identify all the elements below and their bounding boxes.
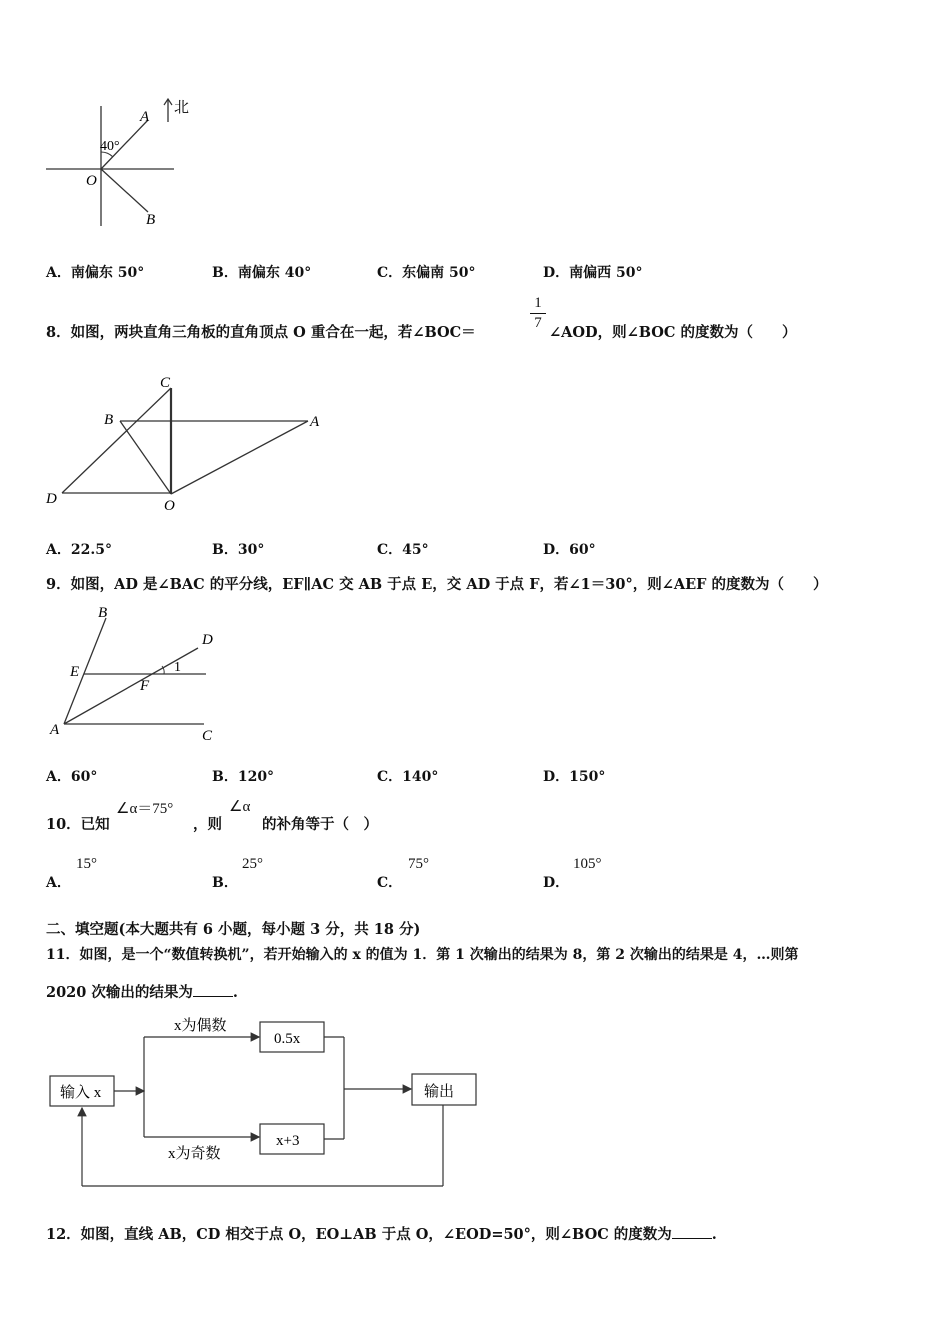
q8-fraction-numerator: 1 [534, 295, 542, 311]
q11-line1: 11．如图，是一个“数值转换机”，若开始输入的 x 的值为 1．第 1 次输出的结果为 8，第 2 次输出的结果是 4，…则第 [46, 947, 799, 963]
q8-label-a: A [310, 414, 320, 430]
q10-option-c-letter[interactable]: C． [377, 875, 403, 891]
q8-figure [40, 370, 330, 515]
q10-option-a-value: 15° [76, 856, 97, 872]
q8-option-c[interactable]: C．45° [377, 542, 429, 558]
q8-stem-part1: 8．如图，两块直角三角板的直角顶点 O 重合在一起，若∠BOC＝ [46, 324, 476, 341]
q7-figure [40, 92, 210, 232]
q9-label-e: E [70, 664, 80, 680]
q10-option-d-letter[interactable]: D． [543, 875, 570, 891]
q7-option-d[interactable]: D．南偏西 50° [543, 265, 643, 281]
q11-line2-end: . [232, 984, 238, 1001]
q7-option-b[interactable]: B．南偏东 40° [212, 265, 312, 281]
q10-option-b-value: 25° [242, 856, 263, 872]
q9-label-c: C [202, 728, 213, 744]
q10-angle: ∠α [229, 799, 251, 815]
q9-label-d: D [202, 632, 213, 648]
q9-option-d[interactable]: D．150° [543, 769, 606, 785]
q11-output-label: 输出 [424, 1084, 455, 1100]
q10-mid: ，则 [193, 816, 222, 833]
q11-odd-label: x为奇数 [168, 1146, 221, 1162]
q8-label-o: O [164, 498, 175, 514]
q9-figure [40, 600, 240, 745]
q9-label-1: 1 [174, 660, 181, 675]
q11-plus3-label: x+3 [276, 1133, 300, 1149]
q10-option-c-value: 75° [408, 856, 429, 872]
q7-label-o: O [86, 173, 97, 189]
q12-text: 12．如图，直线 AB，CD 相交于点 O，EO⊥AB 于点 O，∠EOD=50°，则∠BOC 的度数为 [46, 1226, 672, 1243]
q9-label-f: F [140, 678, 150, 694]
q11-even-label: x为偶数 [174, 1018, 227, 1034]
q11-answer-blank[interactable] [193, 984, 233, 997]
q8-stem-part2: ∠AOD，则∠BOC 的度数为（ ） [549, 324, 797, 341]
q11-input-label: 输入 x [60, 1085, 102, 1101]
q8-label-d: D [46, 491, 57, 507]
q9-stem: 9．如图，AD 是∠BAC 的平分线，EF∥AC 交 AB 于点 E，交 AD 于点 F，若∠1＝30°，则∠AEF 的度数为（ ） [46, 576, 828, 593]
q7-option-c[interactable]: C．东偏南 50° [377, 265, 476, 281]
section-2-title: 二、填空题(本大题共有 6 小题，每小题 3 分，共 18 分) [46, 921, 421, 938]
q7-north-label: 北 [174, 100, 190, 116]
q10-given: ∠α＝75° [116, 801, 174, 817]
q11-half-label: 0.5x [274, 1031, 301, 1047]
q7-label-a: A [140, 109, 150, 125]
q7-label-b: B [146, 212, 156, 228]
q8-fraction [530, 295, 546, 332]
q8-label-b: B [104, 412, 114, 428]
q12-end: . [711, 1226, 717, 1243]
q8-fraction-denominator: 7 [534, 315, 542, 331]
q8-option-b[interactable]: B．30° [212, 542, 265, 558]
q9-option-c[interactable]: C．140° [377, 769, 439, 785]
q9-option-a[interactable]: A．60° [46, 769, 98, 785]
q10-prefix: 10．已知 [46, 816, 110, 833]
q10-option-d-value: 105° [573, 856, 602, 872]
q8-option-d[interactable]: D．60° [543, 542, 596, 558]
q11-flowchart [40, 1010, 490, 1195]
q9-label-a: A [50, 722, 60, 738]
q8-label-c: C [160, 375, 171, 391]
q9-option-b[interactable]: B．120° [212, 769, 275, 785]
q8-option-a[interactable]: A．22.5° [46, 542, 112, 558]
q7-option-a[interactable]: A．南偏东 50° [46, 265, 145, 281]
q9-label-b: B [98, 605, 108, 621]
q10-suffix: 的补角等于（ ） [262, 816, 378, 833]
q7-angle-label: 40° [100, 139, 120, 154]
q12-answer-blank[interactable] [672, 1226, 712, 1239]
q11-line2-text: 2020 次输出的结果为 [46, 984, 193, 1001]
q11-line2 [46, 981, 238, 1002]
q10-option-b-letter[interactable]: B． [212, 875, 238, 891]
q12-stem [46, 1223, 717, 1244]
q10-option-a-letter[interactable]: A． [46, 875, 71, 891]
